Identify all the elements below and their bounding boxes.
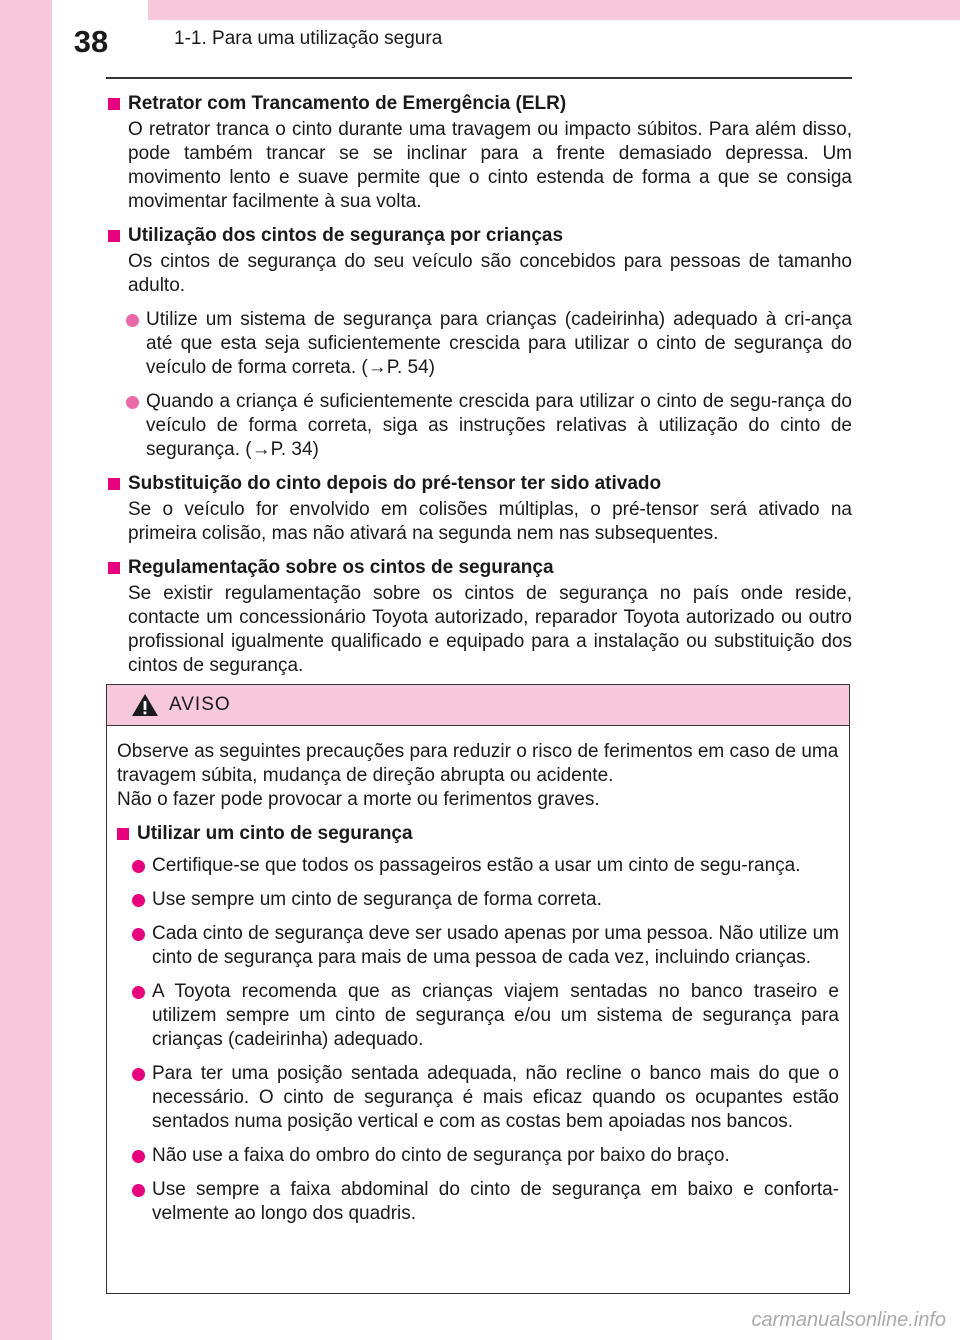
section-heading: Utilização dos cintos de segurança por crianças — [128, 225, 564, 246]
section-paragraph: O retrator tranca o cinto durante uma travagem ou impacto súbitos. Para além disso, pode também trancar se se inclinar para a frente demasiado depressa. Um movimento lento e suave permite que o cinto estenda de forma a que se consiga movimentar facilmente à sua volta. — [128, 119, 852, 212]
warning-box — [106, 684, 850, 1294]
section-marker-icon — [108, 98, 120, 110]
bullet-icon — [132, 860, 145, 873]
warning-title: AVISO — [169, 694, 231, 715]
section-marker-icon — [108, 478, 120, 490]
section-heading: Regulamentação sobre os cintos de segurança — [128, 557, 554, 578]
warning-body — [107, 726, 849, 1226]
list-item: Use sempre a faixa abdominal do cinto de segurança em baixo e conforta-velmente ao longo dos quadris. — [132, 1178, 839, 1226]
header-rule — [106, 77, 852, 79]
list-item: Certifique-se que todos os passageiros estão a usar um cinto de segu-rança. — [132, 854, 839, 878]
section-heading: Retrator com Trancamento de Emergência (ELR) — [128, 93, 567, 114]
page-number: 38 — [73, 24, 109, 59]
section-paragraph: Se existir regulamentação sobre os cintos de segurança no país onde reside, contacte um concessionário Toyota autorizado, reparador Toyota autorizado ou outro profissional igualmente qualificado e equipado para a instalação ou substituição dos cintos de segurança. — [128, 583, 852, 676]
side-strip — [0, 0, 52, 1340]
section-pretensioner — [106, 472, 852, 546]
section-children — [106, 224, 852, 462]
list-item: Cada cinto de segurança deve ser usado apenas por uma pessoa. Não utilize um cinto de segurança para mais de uma pessoa de cada vez, incluindo crianças. — [132, 922, 839, 970]
bullet-icon — [132, 1184, 145, 1197]
section-elr — [106, 92, 852, 214]
list-item: Para ter uma posição sentada adequada, não recline o banco mais do que o necessário. O cinto de segurança é mais eficaz quando os ocupantes estão sentados numa posição vertical e com as costas bem apoiadas nos bancos. — [132, 1062, 839, 1134]
bullet-icon — [126, 396, 139, 409]
section-paragraph: Os cintos de segurança do seu veículo são concebidos para pessoas de tamanho adulto. — [128, 251, 852, 296]
warning-consequence: Não o fazer pode provocar a morte ou ferimentos graves. — [117, 789, 600, 810]
bullet-icon — [132, 1150, 145, 1163]
list-item: Quando a criança é suficientemente crescida para utilizar o cinto de segu-rança do veículo de forma correta, siga as instruções relativas à utilização do cinto de segurança. (→P. 34) — [126, 390, 852, 462]
warning-heading: Utilizar um cinto de segurança — [137, 823, 413, 844]
section-regulation — [106, 556, 852, 678]
section-marker-icon — [117, 828, 129, 840]
bullet-icon — [126, 314, 139, 327]
section-marker-icon — [108, 562, 120, 574]
section-marker-icon — [108, 230, 120, 242]
list-item: Use sempre um cinto de segurança de forma correta. — [132, 888, 839, 912]
warning-intro: Observe as seguintes precauções para reduzir o risco de ferimentos em caso de uma travagem súbita, mudança de direção abrupta ou acidente. — [117, 741, 839, 786]
list-item: Não use a faixa do ombro do cinto de segurança por baixo do braço. — [132, 1144, 839, 1168]
bullet-icon — [132, 894, 145, 907]
warning-triangle-icon — [131, 693, 159, 717]
section-heading: Substituição do cinto depois do pré-tensor ter sido ativado — [128, 473, 662, 494]
warning-header — [107, 685, 849, 726]
main-content — [106, 92, 852, 688]
bullet-icon — [132, 986, 145, 999]
watermark: carmanualsonline.info — [751, 1309, 946, 1331]
bullet-icon — [132, 928, 145, 941]
section-title: 1-1. Para uma utilização segura — [174, 28, 443, 49]
list-item: A Toyota recomenda que as crianças viajem sentadas no banco traseiro e utilizem sempre um cinto de segurança e/ou um sistema de segurança para crianças (cadeirinha) adequado. — [132, 980, 839, 1052]
section-paragraph: Se o veículo for envolvido em colisões múltiplas, o pré-tensor será ativado na primeira colisão, mas não ativará na segunda nem nas subsequentes. — [128, 499, 852, 544]
list-item: Utilize um sistema de segurança para crianças (cadeirinha) adequado à cri-ança até que esta seja suficientemente crescida para utilizar o cinto de segurança do veículo de forma correta. (→P. 54) — [126, 308, 852, 380]
bullet-icon — [132, 1068, 145, 1081]
